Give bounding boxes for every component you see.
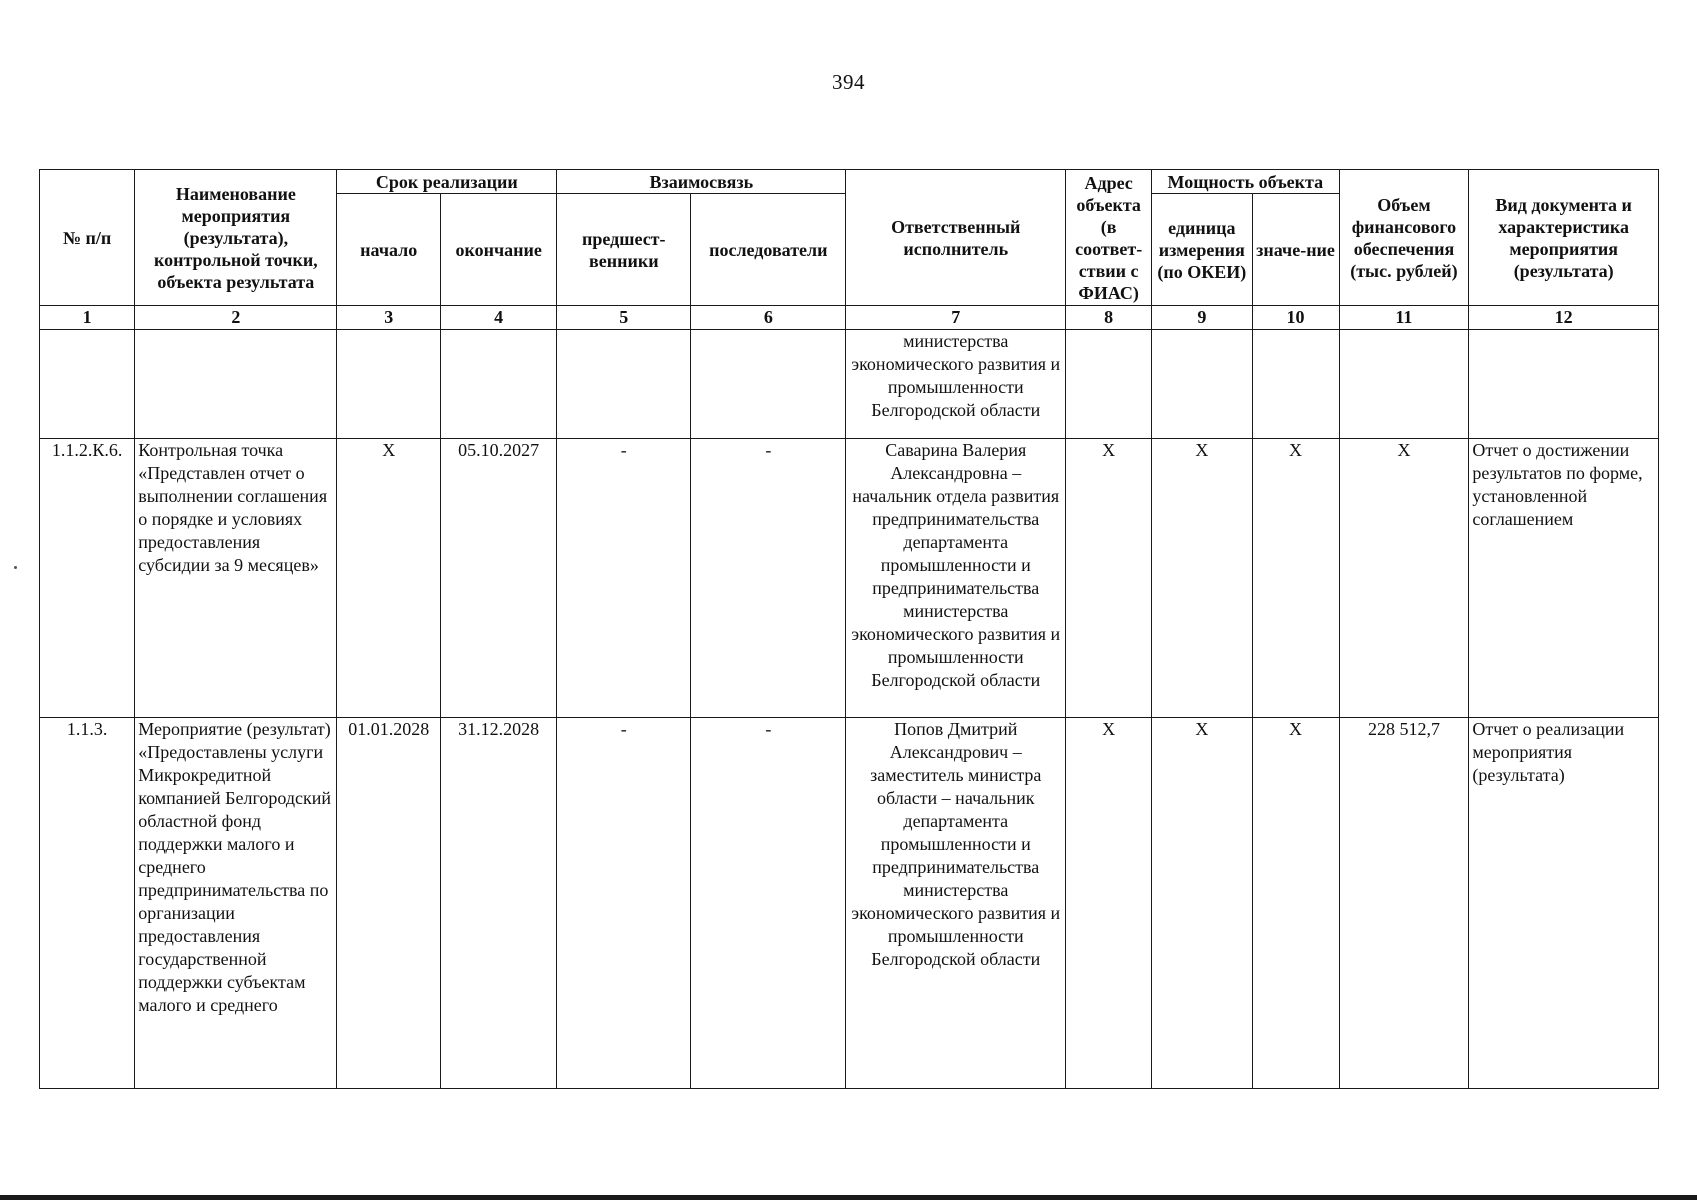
header-document: Вид документа и характеристика мероприятия (результата) <box>1469 170 1659 306</box>
cell-value: X <box>1252 718 1339 1089</box>
scan-edge-bar <box>0 1195 1697 1200</box>
cell-end: 05.10.2027 <box>441 439 557 718</box>
cell-unit: X <box>1152 718 1253 1089</box>
cell-document: Отчет о реализации мероприятия (результата) <box>1469 718 1659 1089</box>
cell-start <box>337 330 441 439</box>
table-row <box>40 330 1659 439</box>
cell-pred: - <box>557 439 691 718</box>
cell-value <box>1252 330 1339 439</box>
header-predecessors: предшест-венники <box>557 194 691 306</box>
header-group-power: Мощность объекта <box>1152 170 1339 194</box>
column-number: 12 <box>1469 306 1659 330</box>
header-address: Адрес объекта (в соответ-ствии с ФИАС) <box>1066 170 1152 306</box>
cell-address: X <box>1066 718 1152 1089</box>
column-number: 11 <box>1339 306 1469 330</box>
cell-responsible: Саварина Валерия Александровна – начальник отдела развития предпринимательства департамента промышленности и предпринимательства министерства экономического развития и промышленности Белгородской области <box>846 439 1066 718</box>
column-number: 2 <box>135 306 337 330</box>
cell-address: X <box>1066 439 1152 718</box>
cell-pred: - <box>557 718 691 1089</box>
cell-name: Мероприятие (результат) «Предоставлены услуги Микрокредитной компанией Белгородский областной фонд поддержки малого и среднего предпринимательства по организации предоставления государственной поддержки субъектам малого и среднего <box>135 718 337 1089</box>
header-end: окончание <box>441 194 557 306</box>
cell-name: Контрольная точка «Представлен отчет о выполнении соглашения о порядке и условиях предоставления субсидии за 9 месяцев» <box>135 439 337 718</box>
column-number: 8 <box>1066 306 1152 330</box>
cell-end: 31.12.2028 <box>441 718 557 1089</box>
cell-succ <box>691 330 846 439</box>
cell-name <box>135 330 337 439</box>
cell-num: 1.1.3. <box>40 718 135 1089</box>
column-number: 3 <box>337 306 441 330</box>
column-number: 6 <box>691 306 846 330</box>
header-responsible: Ответственный исполнитель <box>846 170 1066 306</box>
table-row <box>40 718 1659 1089</box>
cell-succ: - <box>691 439 846 718</box>
column-number: 5 <box>557 306 691 330</box>
cell-end <box>441 330 557 439</box>
header-group-term: Срок реализации <box>337 170 557 194</box>
header-successors: последователи <box>691 194 846 306</box>
column-number: 10 <box>1252 306 1339 330</box>
cell-succ: - <box>691 718 846 1089</box>
cell-document: Отчет о достижении результатов по форме, установленной соглашением <box>1469 439 1659 718</box>
cell-document <box>1469 330 1659 439</box>
cell-finance <box>1339 330 1469 439</box>
header-finance: Объем финансового обеспечения (тыс. рублей) <box>1339 170 1469 306</box>
cell-num: 1.1.2.К.6. <box>40 439 135 718</box>
cell-pred <box>557 330 691 439</box>
plan-table <box>39 169 1659 1089</box>
cell-address <box>1066 330 1152 439</box>
cell-responsible: Попов Дмитрий Александрович – заместитель министра области – начальник департамента промышленности и предпринимательства министерства экономического развития и промышленности Белгородской области <box>846 718 1066 1089</box>
header-start: начало <box>337 194 441 306</box>
header-num: № п/п <box>40 170 135 306</box>
header-unit: единица измерения (по ОКЕИ) <box>1152 194 1253 306</box>
cell-unit: X <box>1152 439 1253 718</box>
cell-value: X <box>1252 439 1339 718</box>
header-value: значе-ние <box>1252 194 1339 306</box>
cell-finance: X <box>1339 439 1469 718</box>
column-number: 7 <box>846 306 1066 330</box>
column-number: 1 <box>40 306 135 330</box>
cell-start: 01.01.2028 <box>337 718 441 1089</box>
scan-speck <box>14 566 17 569</box>
cell-num <box>40 330 135 439</box>
cell-responsible: министерства экономического развития и промышленности Белгородской области <box>846 330 1066 439</box>
table-row <box>40 439 1659 718</box>
header-group-link: Взаимосвязь <box>557 170 846 194</box>
header-name: Наименование мероприятия (результата), контрольной точки, объекта результата <box>135 170 337 306</box>
cell-unit <box>1152 330 1253 439</box>
page-number: 394 <box>832 70 865 94</box>
cell-finance: 228 512,7 <box>1339 718 1469 1089</box>
column-number: 9 <box>1152 306 1253 330</box>
cell-start: X <box>337 439 441 718</box>
column-number: 4 <box>441 306 557 330</box>
